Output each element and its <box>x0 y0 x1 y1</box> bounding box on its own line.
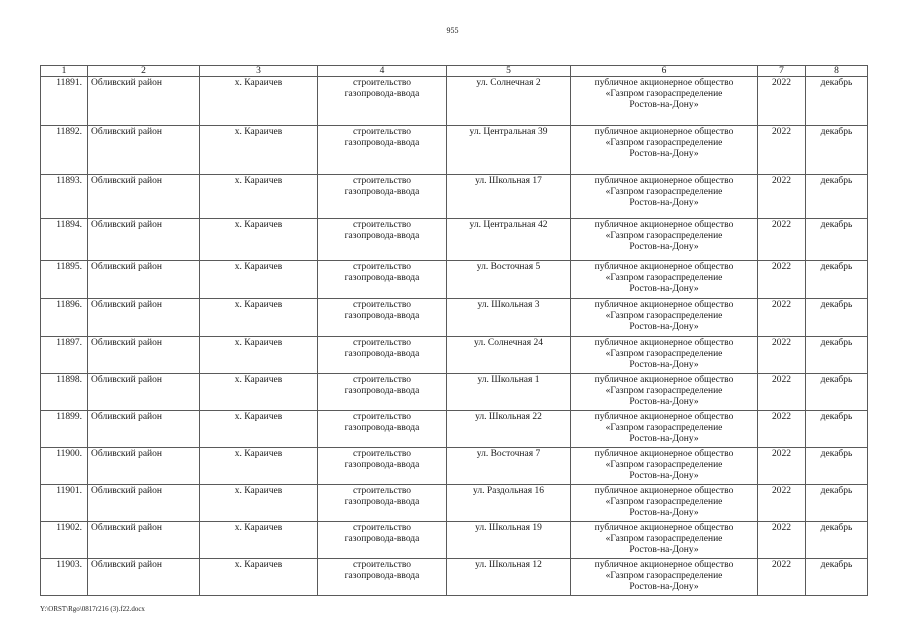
organization-cell-line: «Газпром газораспределение <box>605 231 723 241</box>
row-number <box>41 261 88 299</box>
table-row <box>41 126 868 175</box>
address-cell <box>447 374 571 411</box>
work-type-cell-line: строительство <box>352 412 412 422</box>
year-cell <box>758 261 806 299</box>
work-type-cell-line: газопровода-ввода <box>344 89 420 99</box>
address-cell <box>447 411 571 448</box>
work-type-cell-line: строительство <box>352 176 412 186</box>
month-cell <box>806 559 868 596</box>
organization-cell-line: Ростов-на-Дону» <box>629 582 699 592</box>
district-cell-line: Обливский район <box>91 486 162 496</box>
year-cell <box>758 77 806 126</box>
work-type-cell-line: газопровода-ввода <box>344 386 420 396</box>
year-cell-line: 2022 <box>772 220 791 230</box>
month-cell-line: декабрь <box>820 523 853 533</box>
organization-cell <box>571 522 758 559</box>
row-number <box>41 299 88 337</box>
work-type-cell <box>318 77 447 126</box>
district-cell <box>88 411 200 448</box>
column-number-row <box>41 66 868 77</box>
district-cell <box>88 299 200 337</box>
year-cell <box>758 175 806 219</box>
row-number <box>41 175 88 219</box>
locality-cell-line: х. Караичев <box>234 412 283 422</box>
year-cell <box>758 448 806 485</box>
row-number <box>41 411 88 448</box>
district-cell-line: Обливский район <box>91 449 162 459</box>
work-type-cell-line: строительство <box>352 262 412 272</box>
year-cell-line: 2022 <box>772 176 791 186</box>
work-type-cell <box>318 299 447 337</box>
organization-cell-line: Ростов-на-Дону» <box>629 471 699 481</box>
organization-cell-line: «Газпром газораспределение <box>605 311 723 321</box>
address-cell-line: ул. Центральная 39 <box>469 127 548 137</box>
organization-cell-line: «Газпром газораспределение <box>605 138 723 148</box>
organization-cell-line: «Газпром газораспределение <box>605 497 723 507</box>
year-cell-line: 2022 <box>772 262 791 272</box>
work-type-cell-line: строительство <box>352 375 412 385</box>
locality-cell <box>200 448 318 485</box>
district-cell <box>88 448 200 485</box>
organization-cell <box>571 261 758 299</box>
row-number <box>41 126 88 175</box>
work-type-cell-line: строительство <box>352 338 412 348</box>
district-cell <box>88 261 200 299</box>
district-cell <box>88 77 200 126</box>
address-cell-line: ул. Солнечная 24 <box>474 338 543 348</box>
month-cell <box>806 261 868 299</box>
work-type-cell-line: строительство <box>352 560 412 570</box>
locality-cell <box>200 559 318 596</box>
organization-cell-line: публичное акционерное общество <box>594 262 734 272</box>
district-cell <box>88 126 200 175</box>
organization-cell <box>571 374 758 411</box>
month-cell-line: декабрь <box>820 262 853 272</box>
organization-cell-line: «Газпром газораспределение <box>605 534 723 544</box>
locality-cell-line: х. Караичев <box>234 338 283 348</box>
row-number <box>41 485 88 522</box>
organization-cell <box>571 448 758 485</box>
document-table <box>40 65 868 596</box>
work-type-cell <box>318 126 447 175</box>
work-type-cell-line: газопровода-ввода <box>344 423 420 433</box>
locality-cell-line: х. Караичев <box>234 262 283 272</box>
month-cell <box>806 448 868 485</box>
column-number: 4 <box>318 66 447 77</box>
work-type-cell-line: газопровода-ввода <box>344 534 420 544</box>
organization-cell <box>571 299 758 337</box>
month-cell <box>806 411 868 448</box>
organization-cell-line: Ростов-на-Дону» <box>629 360 699 370</box>
address-cell <box>447 559 571 596</box>
address-cell-line: ул. Центральная 42 <box>469 220 548 230</box>
month-cell <box>806 374 868 411</box>
district-cell-line: Обливский район <box>91 262 162 272</box>
row-number-line: 11897. <box>56 338 82 348</box>
organization-cell-line: Ростов-на-Дону» <box>629 545 699 555</box>
month-cell-line: декабрь <box>820 127 853 137</box>
row-number <box>41 448 88 485</box>
month-cell-line: декабрь <box>820 220 853 230</box>
work-type-cell-line: строительство <box>352 486 412 496</box>
month-cell-line: декабрь <box>820 375 853 385</box>
row-number <box>41 522 88 559</box>
year-cell <box>758 374 806 411</box>
locality-cell-line: х. Караичев <box>234 523 283 533</box>
work-type-cell <box>318 261 447 299</box>
work-type-cell-line: газопровода-ввода <box>344 571 420 581</box>
column-number: 6 <box>571 66 758 77</box>
address-cell <box>447 175 571 219</box>
work-type-cell <box>318 337 447 374</box>
work-type-cell <box>318 522 447 559</box>
year-cell <box>758 559 806 596</box>
organization-cell-line: публичное акционерное общество <box>594 375 734 385</box>
work-type-cell-line: газопровода-ввода <box>344 231 420 241</box>
month-cell-line: декабрь <box>820 449 853 459</box>
row-number-line: 11898. <box>56 375 82 385</box>
address-cell-line: ул. Школьная 19 <box>475 523 542 533</box>
table-row <box>41 299 868 337</box>
table-row <box>41 219 868 261</box>
row-number-line: 11894. <box>56 220 82 230</box>
organization-cell-line: Ростов-на-Дону» <box>629 149 699 159</box>
table-row <box>41 448 868 485</box>
organization-cell-line: Ростов-на-Дону» <box>629 242 699 252</box>
row-number <box>41 219 88 261</box>
row-number-line: 11899. <box>56 412 82 422</box>
organization-cell-line: Ростов-на-Дону» <box>629 198 699 208</box>
month-cell-line: декабрь <box>820 486 853 496</box>
row-number <box>41 337 88 374</box>
work-type-cell-line: строительство <box>352 300 412 310</box>
organization-cell-line: публичное акционерное общество <box>594 338 734 348</box>
organization-cell-line: «Газпром газораспределение <box>605 187 723 197</box>
year-cell-line: 2022 <box>772 127 791 137</box>
column-number: 7 <box>758 66 806 77</box>
work-type-cell <box>318 448 447 485</box>
month-cell <box>806 77 868 126</box>
organization-cell-line: Ростов-на-Дону» <box>629 508 699 518</box>
organization-cell-line: публичное акционерное общество <box>594 176 734 186</box>
row-number-line: 11901. <box>56 486 82 496</box>
organization-cell-line: Ростов-на-Дону» <box>629 284 699 294</box>
locality-cell <box>200 411 318 448</box>
organization-cell-line: «Газпром газораспределение <box>605 349 723 359</box>
organization-cell-line: публичное акционерное общество <box>594 449 734 459</box>
locality-cell-line: х. Караичев <box>234 375 283 385</box>
address-cell <box>447 522 571 559</box>
locality-cell <box>200 374 318 411</box>
address-cell <box>447 448 571 485</box>
row-number-line: 11895. <box>56 262 82 272</box>
row-number-line: 11902. <box>56 523 82 533</box>
address-cell <box>447 77 571 126</box>
year-cell <box>758 485 806 522</box>
year-cell-line: 2022 <box>772 449 791 459</box>
district-cell-line: Обливский район <box>91 412 162 422</box>
locality-cell <box>200 337 318 374</box>
address-cell <box>447 261 571 299</box>
address-cell-line: ул. Восточная 5 <box>476 262 541 272</box>
organization-cell-line: «Газпром газораспределение <box>605 571 723 581</box>
locality-cell-line: х. Караичев <box>234 78 283 88</box>
table-row <box>41 485 868 522</box>
organization-cell-line: публичное акционерное общество <box>594 300 734 310</box>
month-cell-line: декабрь <box>820 338 853 348</box>
row-number <box>41 374 88 411</box>
work-type-cell <box>318 411 447 448</box>
organization-cell-line: публичное акционерное общество <box>594 127 734 137</box>
organization-cell-line: Ростов-на-Дону» <box>629 100 699 110</box>
address-cell-line: ул. Школьная 3 <box>477 300 540 310</box>
district-cell-line: Обливский район <box>91 176 162 186</box>
locality-cell <box>200 77 318 126</box>
address-cell <box>447 126 571 175</box>
locality-cell <box>200 126 318 175</box>
organization-cell-line: «Газпром газораспределение <box>605 386 723 396</box>
row-number <box>41 559 88 596</box>
work-type-cell-line: строительство <box>352 78 412 88</box>
address-cell-line: ул. Раздольная 16 <box>473 486 544 496</box>
table-row <box>41 261 868 299</box>
table-row <box>41 559 868 596</box>
organization-cell-line: «Газпром газораспределение <box>605 89 723 99</box>
locality-cell-line: х. Караичев <box>234 486 283 496</box>
locality-cell <box>200 522 318 559</box>
district-cell-line: Обливский район <box>91 127 162 137</box>
month-cell <box>806 219 868 261</box>
address-cell-line: ул. Школьная 1 <box>477 375 540 385</box>
address-cell <box>447 219 571 261</box>
row-number-line: 11891. <box>56 78 82 88</box>
address-cell <box>447 485 571 522</box>
page-number: 955 <box>446 26 459 35</box>
organization-cell-line: «Газпром газораспределение <box>605 273 723 283</box>
locality-cell-line: х. Караичев <box>234 176 283 186</box>
year-cell <box>758 522 806 559</box>
year-cell <box>758 126 806 175</box>
organization-cell <box>571 77 758 126</box>
district-cell-line: Обливский район <box>91 300 162 310</box>
year-cell <box>758 219 806 261</box>
organization-cell <box>571 559 758 596</box>
table-row <box>41 77 868 126</box>
address-cell-line: ул. Школьная 17 <box>475 176 542 186</box>
district-cell <box>88 337 200 374</box>
work-type-cell <box>318 175 447 219</box>
district-cell <box>88 522 200 559</box>
locality-cell-line: х. Караичев <box>234 127 283 137</box>
address-cell <box>447 299 571 337</box>
organization-cell <box>571 411 758 448</box>
month-cell-line: декабрь <box>820 560 853 570</box>
organization-cell-line: Ростов-на-Дону» <box>629 397 699 407</box>
work-type-cell-line: строительство <box>352 449 412 459</box>
locality-cell-line: х. Караичев <box>234 449 283 459</box>
work-type-cell-line: строительство <box>352 523 412 533</box>
year-cell-line: 2022 <box>772 78 791 88</box>
work-type-cell-line: строительство <box>352 220 412 230</box>
column-number: 1 <box>41 66 88 77</box>
district-cell <box>88 219 200 261</box>
district-cell-line: Обливский район <box>91 375 162 385</box>
work-type-cell-line: газопровода-ввода <box>344 497 420 507</box>
month-cell <box>806 126 868 175</box>
month-cell <box>806 175 868 219</box>
work-type-cell <box>318 559 447 596</box>
table-row <box>41 411 868 448</box>
organization-cell-line: «Газпром газораспределение <box>605 423 723 433</box>
locality-cell <box>200 175 318 219</box>
organization-cell <box>571 175 758 219</box>
organization-cell-line: Ростов-на-Дону» <box>629 434 699 444</box>
district-cell-line: Обливский район <box>91 338 162 348</box>
locality-cell <box>200 261 318 299</box>
row-number-line: 11903. <box>56 560 82 570</box>
district-cell-line: Обливский район <box>91 220 162 230</box>
month-cell-line: декабрь <box>820 176 853 186</box>
district-cell-line: Обливский район <box>91 560 162 570</box>
organization-cell-line: публичное акционерное общество <box>594 412 734 422</box>
organization-cell-line: публичное акционерное общество <box>594 523 734 533</box>
work-type-cell-line: газопровода-ввода <box>344 138 420 148</box>
organization-cell <box>571 485 758 522</box>
work-type-cell-line: газопровода-ввода <box>344 187 420 197</box>
file-path-footer: Y:\ORST\Rgo\0817r216 (3).f22.docx <box>40 605 145 613</box>
locality-cell-line: х. Караичев <box>234 560 283 570</box>
work-type-cell <box>318 219 447 261</box>
year-cell-line: 2022 <box>772 523 791 533</box>
column-number: 8 <box>806 66 868 77</box>
work-type-cell-line: газопровода-ввода <box>344 273 420 283</box>
month-cell <box>806 485 868 522</box>
column-number: 2 <box>88 66 200 77</box>
organization-cell <box>571 126 758 175</box>
address-cell-line: ул. Школьная 22 <box>475 412 542 422</box>
district-cell-line: Обливский район <box>91 78 162 88</box>
work-type-cell-line: газопровода-ввода <box>344 349 420 359</box>
locality-cell-line: х. Караичев <box>234 300 283 310</box>
year-cell <box>758 337 806 374</box>
row-number-line: 11892. <box>56 127 82 137</box>
year-cell-line: 2022 <box>772 486 791 496</box>
month-cell-line: декабрь <box>820 412 853 422</box>
year-cell-line: 2022 <box>772 338 791 348</box>
locality-cell <box>200 299 318 337</box>
row-number <box>41 77 88 126</box>
table-row <box>41 175 868 219</box>
column-number: 5 <box>447 66 571 77</box>
year-cell-line: 2022 <box>772 375 791 385</box>
district-cell <box>88 374 200 411</box>
row-number-line: 11893. <box>56 176 82 186</box>
organization-cell <box>571 337 758 374</box>
row-number-line: 11896. <box>56 300 82 310</box>
district-cell-line: Обливский район <box>91 523 162 533</box>
year-cell <box>758 299 806 337</box>
district-cell <box>88 485 200 522</box>
table-row <box>41 522 868 559</box>
work-type-cell-line: газопровода-ввода <box>344 311 420 321</box>
address-cell-line: ул. Восточная 7 <box>476 449 541 459</box>
year-cell-line: 2022 <box>772 300 791 310</box>
address-cell-line: ул. Солнечная 2 <box>476 78 541 88</box>
year-cell <box>758 411 806 448</box>
organization-cell <box>571 219 758 261</box>
month-cell-line: декабрь <box>820 300 853 310</box>
organization-cell-line: публичное акционерное общество <box>594 220 734 230</box>
organization-cell-line: Ростов-на-Дону» <box>629 322 699 332</box>
table-row <box>41 374 868 411</box>
work-type-cell-line: газопровода-ввода <box>344 460 420 470</box>
month-cell <box>806 337 868 374</box>
month-cell <box>806 299 868 337</box>
locality-cell <box>200 485 318 522</box>
organization-cell-line: публичное акционерное общество <box>594 560 734 570</box>
month-cell-line: декабрь <box>820 78 853 88</box>
year-cell-line: 2022 <box>772 560 791 570</box>
work-type-cell-line: строительство <box>352 127 412 137</box>
locality-cell-line: х. Караичев <box>234 220 283 230</box>
address-cell <box>447 337 571 374</box>
table-row <box>41 337 868 374</box>
year-cell-line: 2022 <box>772 412 791 422</box>
month-cell <box>806 522 868 559</box>
organization-cell-line: «Газпром газораспределение <box>605 460 723 470</box>
organization-cell-line: публичное акционерное общество <box>594 486 734 496</box>
locality-cell <box>200 219 318 261</box>
address-cell-line: ул. Школьная 12 <box>475 560 542 570</box>
work-type-cell <box>318 374 447 411</box>
work-type-cell <box>318 485 447 522</box>
column-number: 3 <box>200 66 318 77</box>
district-cell <box>88 175 200 219</box>
district-cell <box>88 559 200 596</box>
organization-cell-line: публичное акционерное общество <box>594 78 734 88</box>
row-number-line: 11900. <box>56 449 82 459</box>
